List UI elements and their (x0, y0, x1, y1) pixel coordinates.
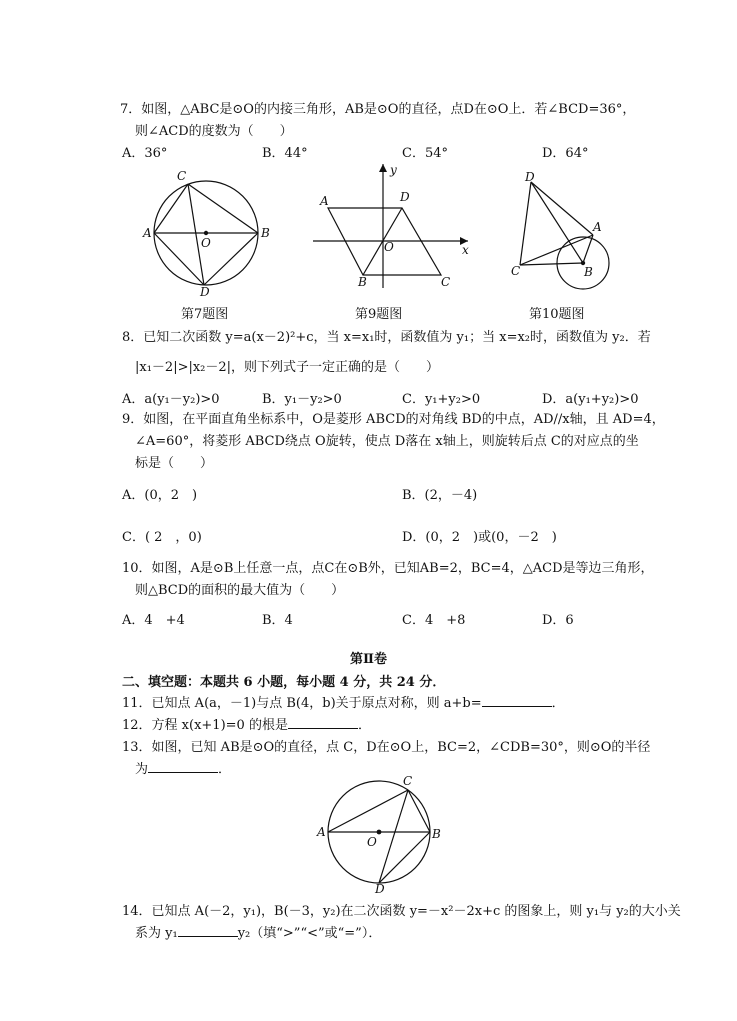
q12 (122, 714, 371, 733)
figure-13 (315, 772, 450, 894)
fig7-label-b: B (261, 226, 270, 240)
fig9-label-b: B (358, 275, 367, 289)
q13-line1: 13．如图，已知 AB是⊙O的直径，点 C，D在⊙O上，BC=2，∠CDB=30°，则⊙O的半径 (122, 740, 651, 755)
fig13-label-b: B (432, 827, 441, 841)
q7-option-a: A．36° (122, 146, 168, 161)
fig9-label-d: D (400, 190, 410, 204)
q9-option-d: D．(0，2 )或(0，－2 ) (402, 530, 557, 545)
q8-option-b: B．y₁－y₂>0 (262, 392, 342, 407)
fig9-label-x: x (462, 243, 469, 257)
fig7-label-a: A (143, 226, 152, 240)
fig13-label-d: D (375, 882, 385, 894)
fig9-label-c: C (441, 275, 451, 289)
q12-end: ． (357, 718, 371, 733)
q7-line2: 则∠ACD的度数为（ ） (135, 124, 293, 139)
q14-line2 (135, 922, 381, 941)
figure-10-caption: 第10题图 (529, 307, 585, 322)
q10-option-c: C．4 +8 (402, 613, 466, 628)
figure-10 (505, 168, 610, 293)
q10-line2: 则△BCD的面积的最大值为（ ） (135, 583, 345, 598)
figure-7-caption: 第7题图 (181, 307, 229, 322)
part-2-title: 第Ⅱ卷 (350, 652, 387, 667)
q14-answer-blank[interactable] (178, 924, 238, 937)
q7-option-d: D．64° (542, 146, 589, 161)
fig13-label-a: A (317, 825, 326, 839)
fill-in-heading: 二、填空题：本题共 6 小题，每小题 4 分，共 24 分． (122, 675, 446, 690)
figure-9-caption: 第9题图 (355, 307, 403, 322)
q7-option-b: B．44° (262, 146, 308, 161)
q14-prefix: 系为 y₁ (135, 926, 178, 941)
q10-option-b: B．4 (262, 613, 293, 628)
q8-option-a: A．a(y₁－y₂)>0 (122, 392, 220, 407)
q9-option-a: A．(0，2 ) (122, 488, 198, 503)
q9-line2: ∠A=60°，将菱形 ABCD绕点 O旋转，使点 D落在 x轴上，则旋转后点 C的对应点的坐 (135, 434, 639, 449)
fig13-label-c: C (403, 774, 413, 788)
q11-end: ． (551, 696, 565, 711)
q9-option-c: C．( 2 ，0) (122, 530, 202, 545)
q13-answer-blank[interactable] (148, 760, 218, 773)
q9-line3: 标是（ ） (135, 456, 214, 471)
q10-line1: 10．如图，A是⊙B上任意一点，点C在⊙B外，已知AB=2，BC=4，△ACD是等边三角形， (122, 561, 654, 576)
fig13-label-o: O (367, 835, 377, 849)
q12-answer-blank[interactable] (288, 716, 358, 729)
fig9-label-y: y (390, 163, 397, 177)
q11-text: 11．已知点 A(a，－1)与点 B(4，b)关于原点对称，则 a+b= (122, 696, 482, 711)
q8-option-c: C．y₁+y₂>0 (402, 392, 481, 407)
figure-7 (140, 162, 275, 297)
q10-option-a: A．4 +4 (122, 613, 185, 628)
q14-line1: 14．已知点 A(－2，y₁)，B(－3，y₂)在二次函数 y=－x²－2x+c 的图象上，则 y₁与 y₂的大小关 (122, 904, 681, 919)
fig9-label-o: O (384, 240, 394, 254)
q11-answer-blank[interactable] (482, 694, 552, 707)
q7-line1: 7．如图，△ABC是⊙O的内接三角形，AB是⊙O的直径，点D在⊙O上．若∠BCD=36°， (120, 102, 636, 117)
q8-line2: |x₁－2|>|x₂－2|，则下列式子一定正确的是（ ） (135, 360, 440, 375)
q10-option-d: D．6 (542, 613, 574, 628)
figure-9 (308, 158, 473, 293)
q13-end: ． (218, 762, 232, 777)
q14-suffix: y₂（填“>”“<”或“=”）． (237, 926, 382, 941)
fig7-label-d: D (200, 285, 210, 297)
fig10-label-b: B (584, 265, 593, 279)
q9-line1: 9．如图，在平面直角坐标系中，O是菱形 ABCD的对角线 BD的中点，AD//x轴，且 AD=4， (122, 412, 665, 427)
q7-option-c: C．54° (402, 146, 448, 161)
fig10-label-c: C (511, 264, 521, 278)
fig7-label-c: C (177, 169, 187, 183)
q13-line2 (135, 758, 231, 777)
fig7-label-o: O (201, 236, 211, 250)
fig10-label-a: A (593, 220, 602, 234)
q8-line1: 8．已知二次函数 y=a(x－2)²+c，当 x=x₁时，函数值为 y₁；当 x=x₂时，函数值为 y₂．若 (122, 330, 651, 345)
q8-option-d: D．a(y₁+y₂)>0 (542, 392, 639, 407)
fig10-label-d: D (525, 170, 535, 184)
q12-text: 12．方程 x(x+1)=0 的根是 (122, 718, 288, 733)
q13-prefix: 为 (135, 762, 149, 777)
q9-option-b: B．(2，－4) (402, 488, 478, 503)
q11 (122, 692, 565, 711)
fig9-label-a: A (320, 194, 329, 208)
